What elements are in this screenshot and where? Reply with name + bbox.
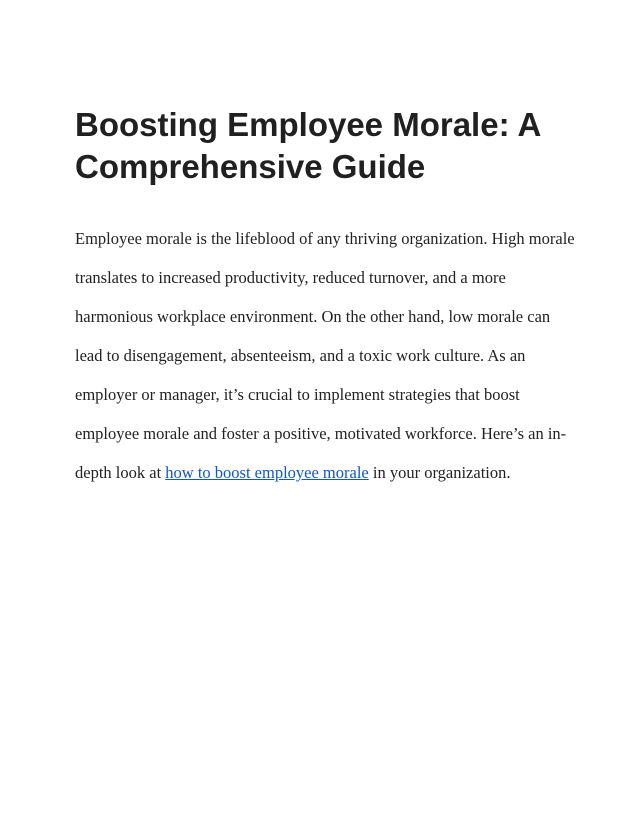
boost-morale-link[interactable]: how to boost employee morale — [165, 463, 369, 482]
intro-paragraph — [75, 219, 575, 492]
intro-paragraph-tail: in your organization. — [368, 463, 511, 482]
intro-paragraph-lead: Employee morale is the lifeblood of any thriving organization. High morale translates to increased productivity, reduced turnover, and a more harmonious workplace environment. On the other hand, low morale can lead to disengagement, absenteeism, and a toxic work culture. As an employer or manager, it’s crucial to implement strategies that boost employee morale and foster a positive, motivated workforce. Here’s an in-depth look at — [75, 229, 575, 482]
document-title: Boosting Employee Morale: A Comprehensive Guide — [75, 106, 541, 185]
